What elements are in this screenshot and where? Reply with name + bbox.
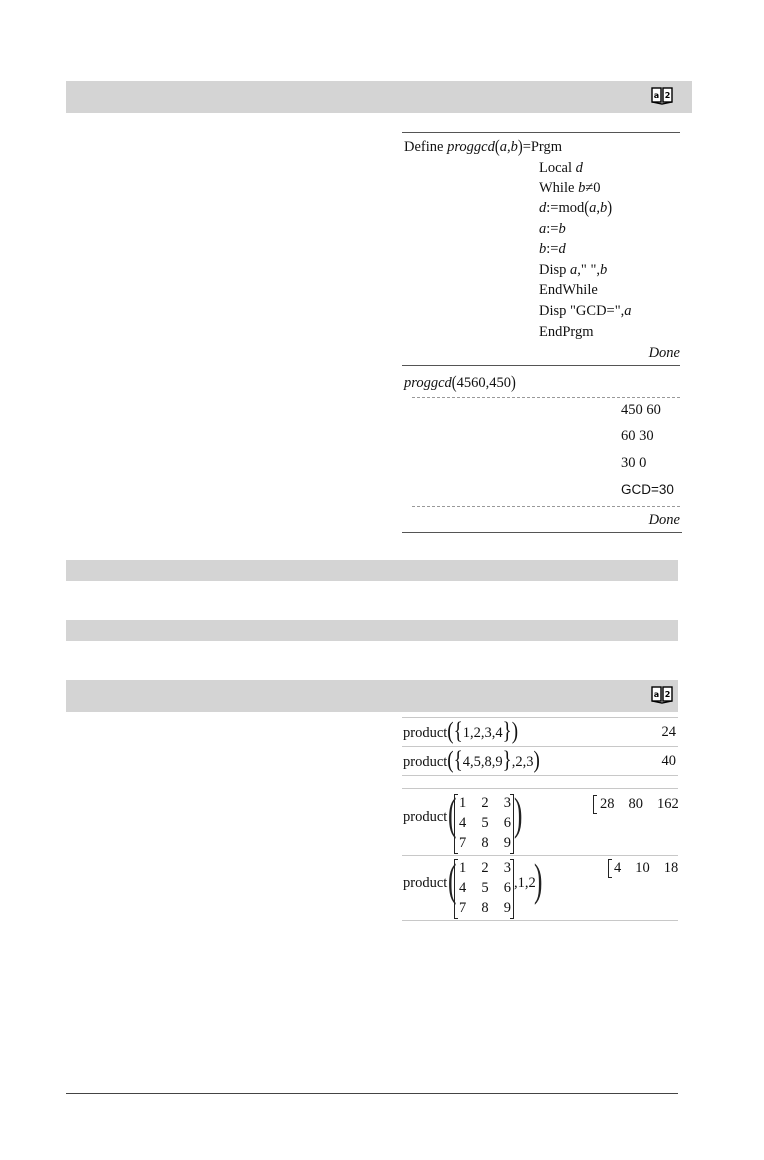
product-matrix-fn-2: product [403,875,448,891]
matrix-2: 1 2 3 4 5 6 7 8 9 [459,860,511,916]
left-paren-2: ( [448,854,457,905]
output-line-1: 450 60 [621,402,661,418]
output-line-2: 60 30 [621,428,654,444]
code-local: Local d [539,160,583,176]
book-icon [651,685,673,705]
call-line: proggcd(4560,450) [404,373,516,393]
row-rule-2 [402,746,678,747]
row-rule-6 [402,920,678,921]
svg-text:a: a [653,690,660,699]
row-rule-3 [402,775,678,776]
result-bracket-left-2 [608,859,612,878]
code-assign-a: a:=b [539,221,566,237]
code-assign-b: b:=d [539,241,566,257]
code-disp: Disp a," ",b [539,262,608,278]
define-line: Define proggcd(a,b)=Prgm [404,137,563,157]
output-line-4: GCD=30 [621,482,674,497]
book-icon [651,86,673,106]
output-line-3: 30 0 [621,455,647,471]
code-endwhile: EndWhile [539,282,598,298]
row-rule-4 [402,788,678,789]
product-matrix-fn-1: product [403,809,448,825]
code-assign-d: d:=mod(a,b) [539,198,613,218]
section-header-bar-3 [66,620,678,641]
section-header-bar-2 [66,560,678,581]
matrix-1: 1 2 3 4 5 6 7 8 9 [459,795,511,851]
page-footer-rule [66,1093,678,1094]
product-matrix-result-1: 28 80 162 [600,796,679,812]
left-paren: ( [448,788,457,839]
section-header-bar-4 [66,680,678,712]
code-disp-gcd: Disp "GCD=",a [539,303,632,319]
dashed-separator-2 [412,506,680,507]
product-row-1-expr: product({1,2,3,4}) [403,718,519,745]
dashed-separator [412,397,680,398]
code-endprgm: EndPrgm [539,324,594,340]
product-matrix-tail: ,1,2 [514,875,536,891]
svg-text:2: 2 [664,91,671,100]
product-row-2-expr: product({4,5,8,9},2,3) [403,747,540,774]
result-bracket-left [593,795,597,814]
example-top-rule [402,132,680,133]
matrix-bracket-left [454,794,458,854]
code-while: While b≠0 [539,180,601,196]
section-header-bar-1 [66,81,692,113]
product-row-1-result: 24 [661,724,676,740]
row-rule-1 [402,717,678,718]
done-result-2: Done [648,512,680,528]
product-row-2-result: 40 [661,753,676,769]
svg-text:2: 2 [664,690,671,699]
right-paren-2: ) [534,854,543,905]
right-paren: ) [514,788,523,839]
product-matrix-result-2: 4 10 18 [614,860,679,876]
example-mid-rule [402,365,680,366]
matrix-bracket-left-2 [454,859,458,919]
example-bottom-rule [402,532,682,533]
svg-text:a: a [653,91,660,100]
done-result-1: Done [648,345,680,361]
